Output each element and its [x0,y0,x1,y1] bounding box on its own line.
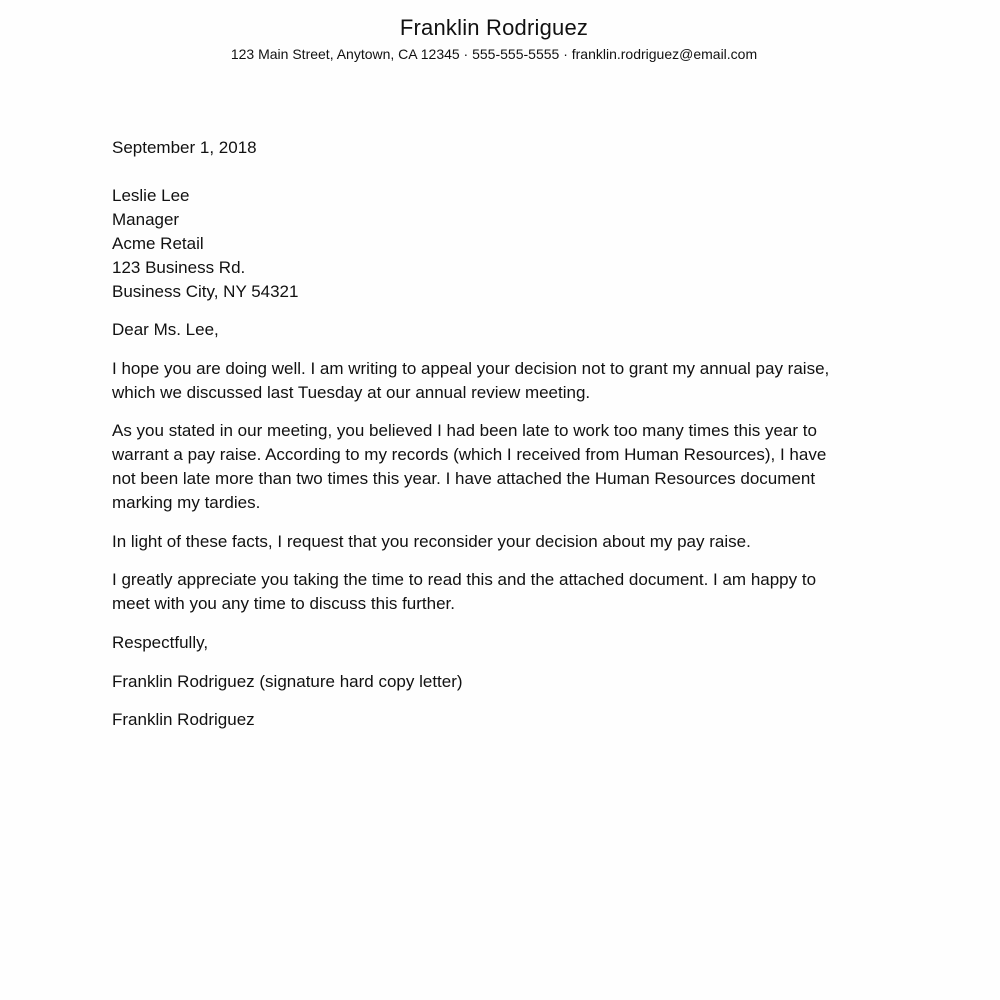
sender-name: Franklin Rodriguez [399,15,589,40]
paragraph-2-line-3: not been late more than two times this year. I have attached the Human Resources document [112,469,816,488]
paragraph-2-line-2: warrant a pay raise. According to my records (which I received from Human Resources), I have [112,445,827,464]
paragraph-2-line-4: marking my tardies. [112,493,261,512]
recipient-title: Manager [112,210,180,229]
recipient-street: 123 Business Rd. [112,258,246,277]
paragraph-1-line-2: which we discussed last Tuesday at our annual review meeting. [112,383,591,402]
typed-name: Franklin Rodriguez [112,710,255,729]
paragraph-1-line-1: I hope you are doing well. I am writing to appeal your decision not to grant my annual pay raise, [112,359,830,378]
paragraph-2-line-1: As you stated in our meeting, you believed I had been late to work too many times this year to [112,421,817,440]
paragraph-4-line-2: meet with you any time to discuss this further. [112,594,455,613]
recipient-name: Leslie Lee [112,186,190,205]
paragraph-4-line-1: I greatly appreciate you taking the time to read this and the attached document. I am happy to [112,570,817,589]
signature-line: Franklin Rodriguez (signature hard copy letter) [112,672,463,691]
sender-contact-info: 123 Main Street, Anytown, CA 12345 · 555-555-5555 · franklin.rodriguez@email.com [230,46,758,62]
letter-date: September 1, 2018 [112,138,257,157]
recipient-city: Business City, NY 54321 [112,282,299,301]
closing: Respectfully, [112,633,209,652]
paragraph-3-line-1: In light of these facts, I request that you reconsider your decision about my pay raise. [112,532,751,551]
salutation: Dear Ms. Lee, [112,320,219,339]
recipient-company: Acme Retail [112,234,204,253]
